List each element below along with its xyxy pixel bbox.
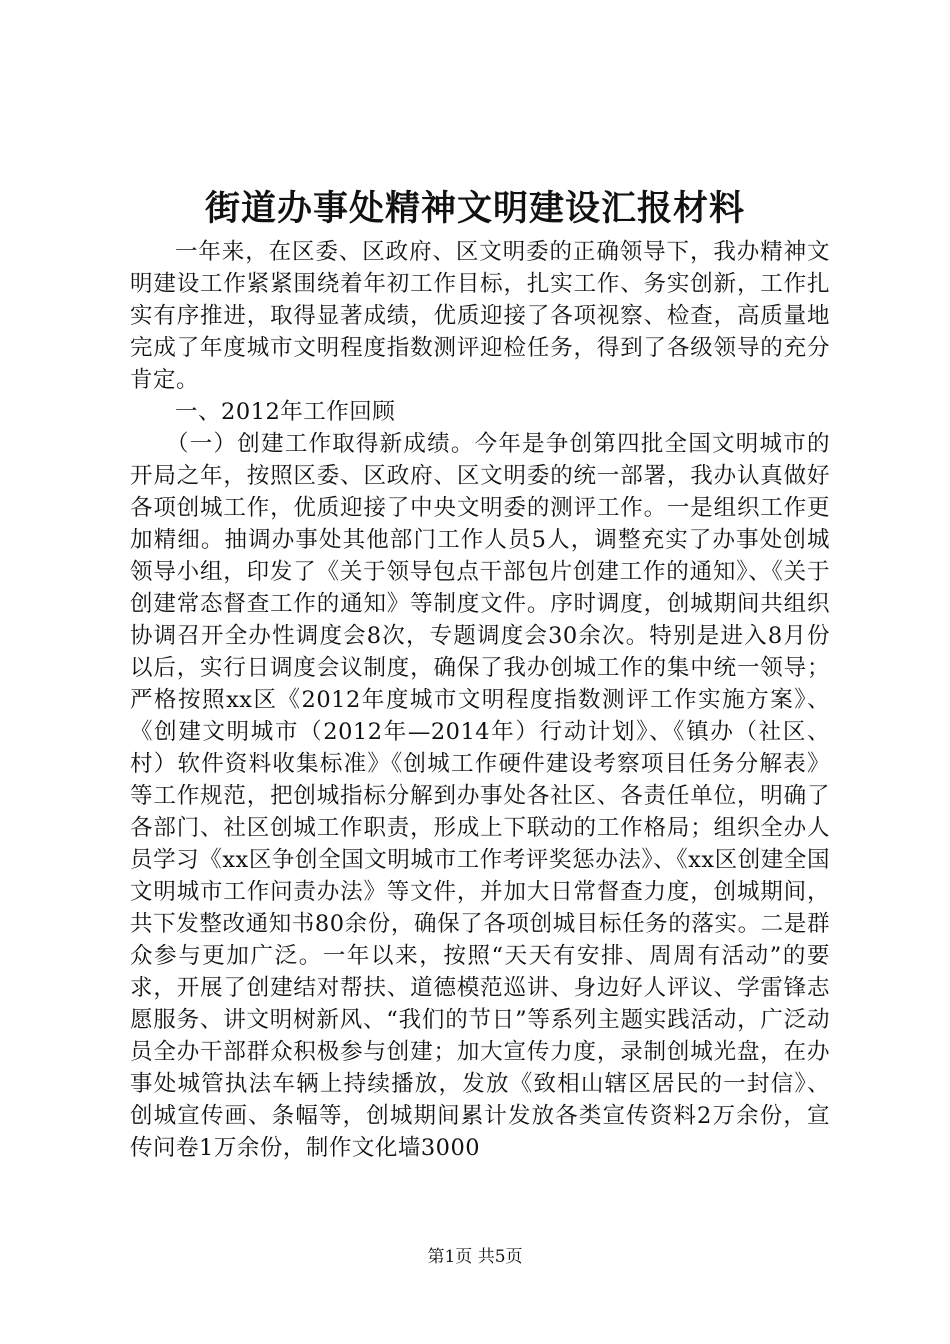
paragraph-intro: 一年来，在区委、区政府、区文明委的正确领导下，我办精神文明建设工作紧紧围绕着年初工作目标，扎实工作、务实创新，工作扎实有序推进，取得显著成绩，优质迎接了各项视察、检查，高质量地完成了年度城市文明程度指数测评迎检任务，得到了各级领导的充分肯定。 bbox=[130, 239, 830, 393]
paragraph-creation-work: （一）创建工作取得新成绩。今年是争创第四批全国文明城市的开局之年，按照区委、区政府、区文明委的统一部署，我办认真做好各项创城工作，优质迎接了中央文明委的测评工作。一是组织工作更加精细。抽调办事处其他部门工作人员5人，调整充实了办事处创城领导小组，印发了《关于领导包点干部包片创建工作的通知》、《关于创建常态督查工作的通知》等制度文件。序时调度，创城期间共组织协调召开全办性调度会8次，专题调度会30余次。特别是进入8月份以后，实行日调度会议制度，确保了我办创城工作的集中统一领导；严格按照xx区《2012年度城市文明程度指数测评工作实施方案》、《创建文明城市（2012年—2014年）行动计划》、《镇办（社区、村）软件资料收集标准》《创城工作硬件建设考察项目任务分解表》等工作规范，把创城指标分解到办事处各社区、各责任单位，明确了各部门、社区创城工作职责，形成上下联动的工作格局；组织全办人员学习《xx区争创全国文明城市工作考评奖惩办法》、《xx区创建全国文明城市工作问责办法》等文件，并加大日常督查力度，创城期间，共下发整改通知书80余份，确保了各项创城目标任务的落实。二是群众参与更加广泛。一年以来，按照“天天有安排、周周有活动”的要求，开展了创建结对帮扶、道德模范巡讲、身边好人评议、学雷锋志愿服务、讲文明树新风、“我们的节日”等系列主题实践活动，广泛动员全办干部群众积极参与创建；加大宣传力度，录制创城光盘，在办事处城管执法车辆上持续播放，发放《致相山辖区居民的一封信》、创城宣传画、条幅等，创城期间累计发放各类宣传资料2万余份，宣传问卷1万余份，制作文化墙3000 bbox=[130, 431, 830, 1161]
page-number-footer: 第1页 共5页 bbox=[427, 1247, 523, 1267]
document-title: 街道办事处精神文明建设汇报材料 bbox=[204, 188, 745, 229]
document-body bbox=[130, 236, 830, 1164]
section-heading: 一、2012年工作回顾 bbox=[175, 399, 396, 425]
